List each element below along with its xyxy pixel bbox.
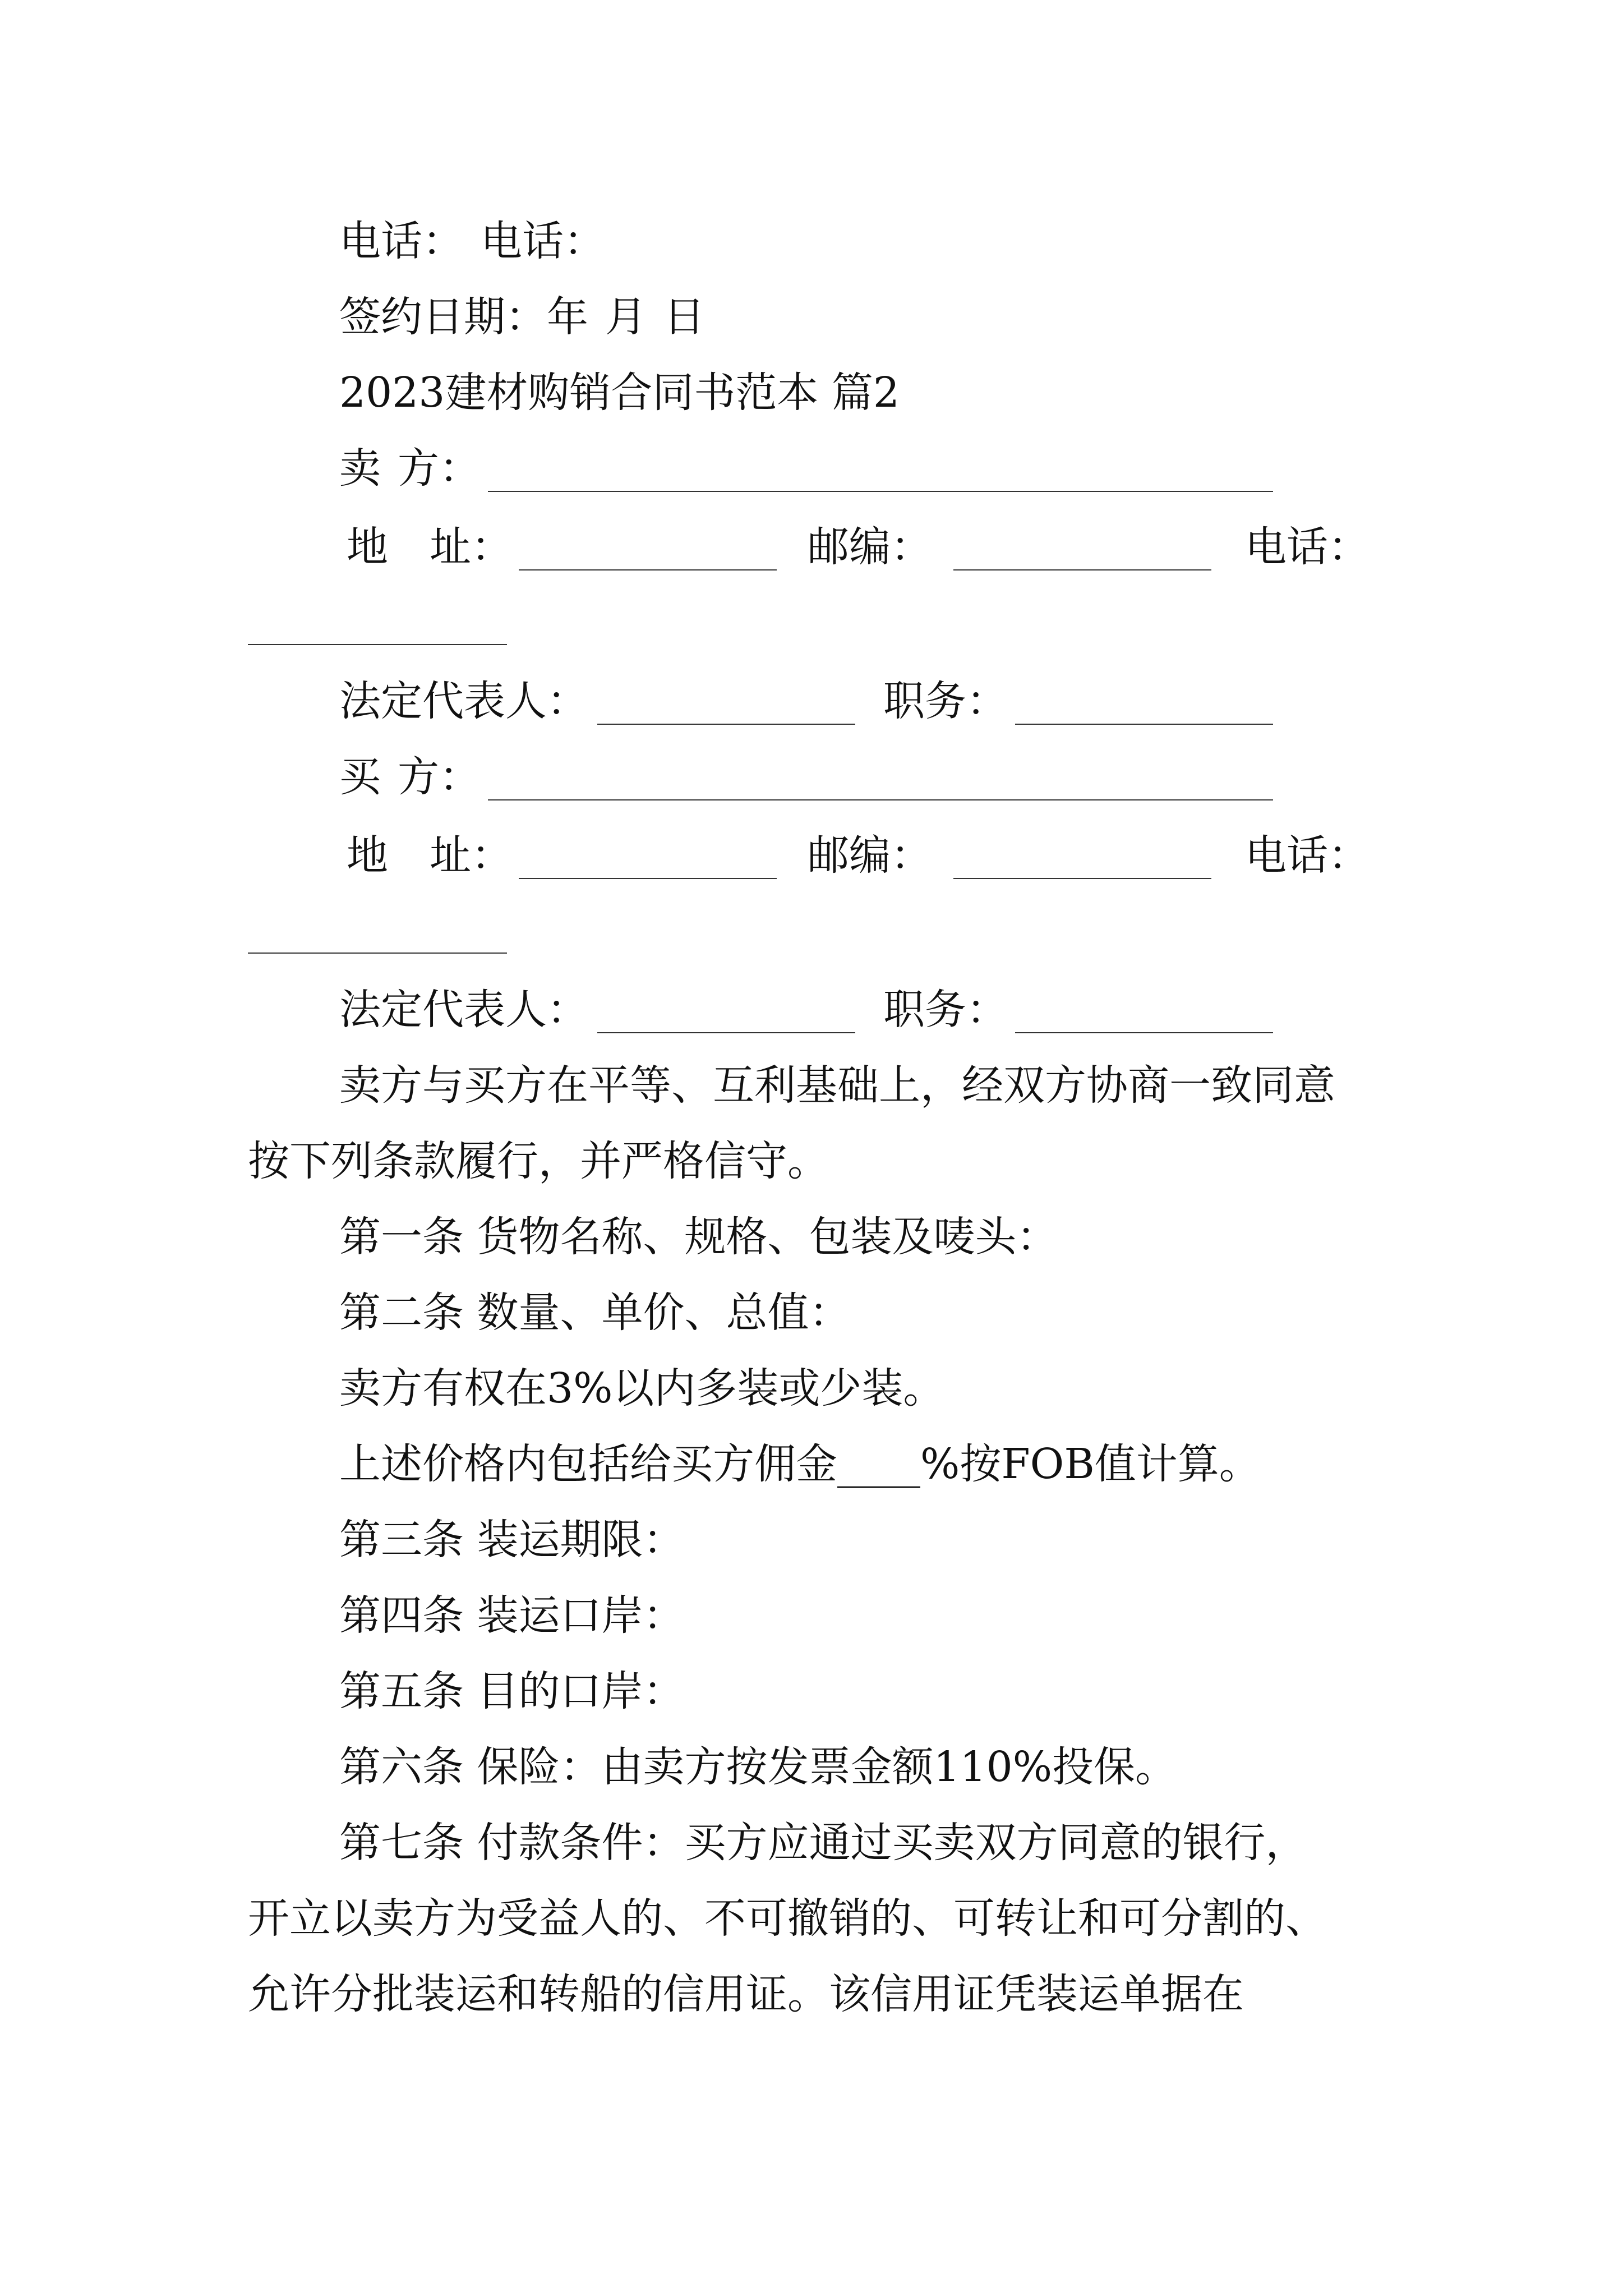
phone-label-b: 电话： xyxy=(481,217,605,265)
seller-address-blank xyxy=(519,569,777,570)
clause-3: 第三条 装运期限： xyxy=(339,1516,685,1564)
buyer-label-a: 买 xyxy=(339,753,381,801)
clause-7: 第七条 付款条件：买方应通过买卖双方同意的银行， xyxy=(339,1819,1307,1867)
clause-2-note-2: 上述价格内包括给买方佣金____%按FOB值计算。 xyxy=(339,1440,1261,1488)
clause-2-note-1: 卖方有权在3%以内多装或少装。 xyxy=(339,1364,945,1412)
buyer-legal-rep-label: 法定代表人： xyxy=(339,986,588,1034)
seller-postcode-blank xyxy=(953,569,1211,570)
buyer-position-label: 职务： xyxy=(883,986,1008,1034)
seller-position-blank xyxy=(1015,724,1273,725)
clause-1: 第一条 货物名称、规格、包装及唛头： xyxy=(339,1213,1058,1261)
sign-date-row xyxy=(339,289,705,345)
seller-legal-rep-label: 法定代表人： xyxy=(339,677,588,725)
seller-name-blank xyxy=(488,491,1273,492)
clause-2: 第二条 数量、单价、总值： xyxy=(339,1289,851,1337)
clause-7-line-3: 允许分批装运和转船的信用证。该信用证凭装运单据在 xyxy=(248,1970,1244,2018)
seller-phone-blank xyxy=(248,644,507,645)
buyer-address-b: 址： xyxy=(430,831,513,880)
sign-date-year: 年 xyxy=(547,293,588,341)
buyer-phone-label: 电话： xyxy=(1245,831,1370,880)
seller-address-b: 址： xyxy=(430,523,513,571)
seller-phone-label: 电话： xyxy=(1245,523,1370,571)
sign-date-day: 日 xyxy=(663,293,705,341)
buyer-legal-rep-blank xyxy=(597,1032,855,1033)
sign-date-month: 月 xyxy=(605,293,647,341)
clause-5: 第五条 目的口岸： xyxy=(339,1667,685,1715)
seller-address-a: 地 xyxy=(347,523,388,571)
preamble-line-2: 按下列条款履行，并严格信守。 xyxy=(248,1137,829,1185)
clause-7-line-2: 开立以卖方为受益人的、不可撤销的、可转让和可分割的、 xyxy=(248,1894,1327,1943)
seller-postcode-label: 邮编： xyxy=(808,523,932,571)
seller-label-row xyxy=(339,440,481,496)
seller-position-label: 职务： xyxy=(883,677,1008,725)
buyer-address-a: 地 xyxy=(347,831,388,880)
seller-address-row xyxy=(347,519,513,575)
buyer-phone-blank xyxy=(248,953,507,954)
clause-4: 第四条 装运口岸： xyxy=(339,1591,685,1640)
phone-row xyxy=(339,213,605,269)
buyer-position-blank xyxy=(1015,1032,1273,1033)
buyer-address-blank xyxy=(519,878,777,879)
buyer-address-row xyxy=(347,827,513,884)
buyer-postcode-blank xyxy=(953,878,1211,879)
sign-date-label: 签约日期： xyxy=(339,293,547,341)
seller-label-a: 卖 xyxy=(339,444,381,493)
buyer-label-b: 方： xyxy=(398,753,481,801)
section-title: 2023建材购销合同书范本 篇2 xyxy=(339,369,900,417)
seller-label-b: 方： xyxy=(398,444,481,493)
preamble-line-1: 卖方与买方在平等、互利基础上，经双方协商一致同意 xyxy=(339,1061,1335,1110)
seller-legal-rep-blank xyxy=(597,724,855,725)
buyer-postcode-label: 邮编： xyxy=(808,831,932,880)
buyer-label-row xyxy=(339,749,481,805)
buyer-name-blank xyxy=(488,799,1273,800)
phone-label-a: 电话： xyxy=(339,217,464,265)
clause-6: 第六条 保险：由卖方按发票金额110%投保。 xyxy=(339,1743,1177,1791)
